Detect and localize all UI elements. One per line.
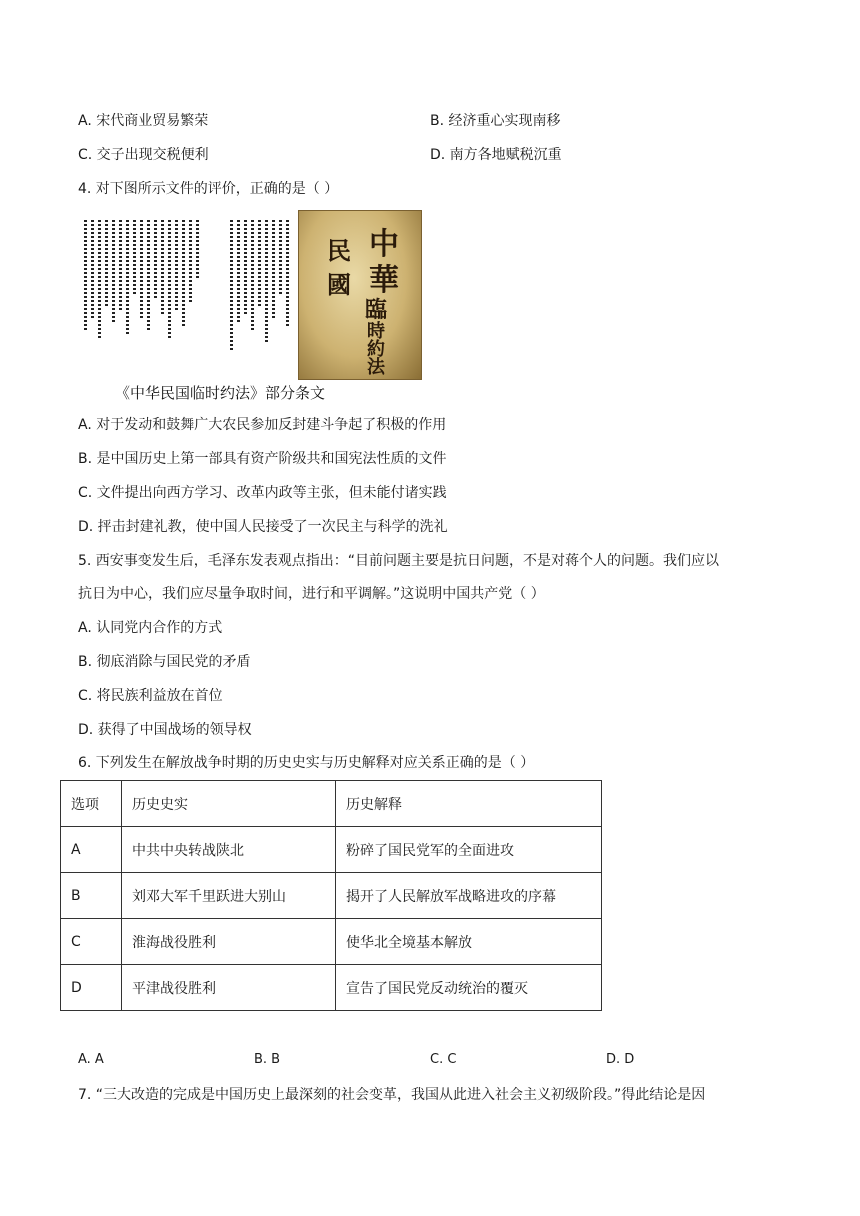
q4-stem: 4. 对下图所示文件的评价，正确的是（ ）: [78, 181, 339, 197]
table-cell: A: [61, 827, 122, 873]
q5-option-b: B. 彻底消除与国民党的矛盾: [78, 654, 251, 670]
cover-char: 臨: [365, 297, 388, 323]
q3-option-d: D. 南方各地赋税沉重: [430, 147, 562, 163]
cover-char: 中: [369, 227, 399, 262]
table-row: [61, 827, 602, 873]
table-cell: 平津战役胜利: [122, 965, 336, 1011]
table-header-row: [61, 781, 602, 827]
q6-answer-d: D. D: [606, 1052, 635, 1067]
table-row: [61, 919, 602, 965]
table-cell: 揭开了人民解放军战略进攻的序幕: [336, 873, 602, 919]
table-cell: D: [61, 965, 122, 1011]
table-row: [61, 873, 602, 919]
q7-stem: 7. “三大改造的完成是中国历史上最深刻的社会变革，我国从此进入社会主义初级阶段。”得此结论是因: [78, 1087, 706, 1103]
table-row: [61, 965, 602, 1011]
header-cell: 历史解释: [336, 781, 602, 827]
header-cell: 选项: [61, 781, 122, 827]
q3-option-b: B. 经济重心实现南移: [430, 113, 561, 129]
table-cell: 使华北全境基本解放: [336, 919, 602, 965]
document-text-image: [80, 220, 295, 370]
q5-option-d: D. 获得了中国战场的领导权: [78, 722, 252, 738]
q6-stem: 6. 下列发生在解放战争时期的历史史实与历史解释对应关系正确的是（ ）: [78, 755, 535, 771]
table-cell: 刘邓大军千里跃进大别山: [122, 873, 336, 919]
table-cell: B: [61, 873, 122, 919]
q5-option-a: A. 认同党内合作的方式: [78, 620, 223, 636]
q6-answer-c: C. C: [430, 1052, 457, 1067]
table-cell: 淮海战役胜利: [122, 919, 336, 965]
constitution-figure: [80, 210, 425, 405]
q3-option-c: C. 交子出现交税便利: [78, 147, 209, 163]
q4-option-d: D. 抨击封建礼教，使中国人民接受了一次民主与科学的洗礼: [78, 519, 448, 535]
q4-option-c: C. 文件提出向西方学习、改革内政等主张，但未能付诸实践: [78, 485, 447, 501]
cover-char: 國: [327, 270, 351, 299]
cover-char: 華: [369, 263, 399, 298]
figure-caption: 《中华民国临时约法》部分条文: [115, 384, 326, 402]
q5-stem-line1: 5. 西安事变发生后，毛泽东发表观点指出：“目前问题主要是抗日问题，不是对蒋个人的问题。我们应以: [78, 553, 720, 569]
table-cell: 宣告了国民党反动统治的覆灭: [336, 965, 602, 1011]
table-cell: 中共中央转战陕北: [122, 827, 336, 873]
q4-option-a: A. 对于发动和鼓舞广大农民参加反封建斗争起了积极的作用: [78, 417, 447, 433]
cover-char: 約: [367, 339, 385, 360]
cover-char: 時: [367, 321, 385, 342]
document-cover-image: [298, 210, 422, 380]
q6-table: [60, 780, 602, 1011]
header-cell: 历史史实: [122, 781, 336, 827]
cover-char: 法: [367, 357, 385, 378]
q5-stem-line2: 抗日为中心，我们应尽量争取时间，进行和平调解。”这说明中国共产党（ ）: [78, 586, 545, 602]
q6-answer-a: A. A: [78, 1052, 104, 1067]
q5-option-c: C. 将民族利益放在首位: [78, 688, 223, 704]
table-cell: 粉碎了国民党军的全面进攻: [336, 827, 602, 873]
cover-char: 民: [327, 236, 351, 265]
table-cell: C: [61, 919, 122, 965]
q3-option-a: A. 宋代商业贸易繁荣: [78, 113, 209, 129]
q4-option-b: B. 是中国历史上第一部具有资产阶级共和国宪法性质的文件: [78, 451, 447, 467]
q6-answer-b: B. B: [254, 1052, 281, 1067]
